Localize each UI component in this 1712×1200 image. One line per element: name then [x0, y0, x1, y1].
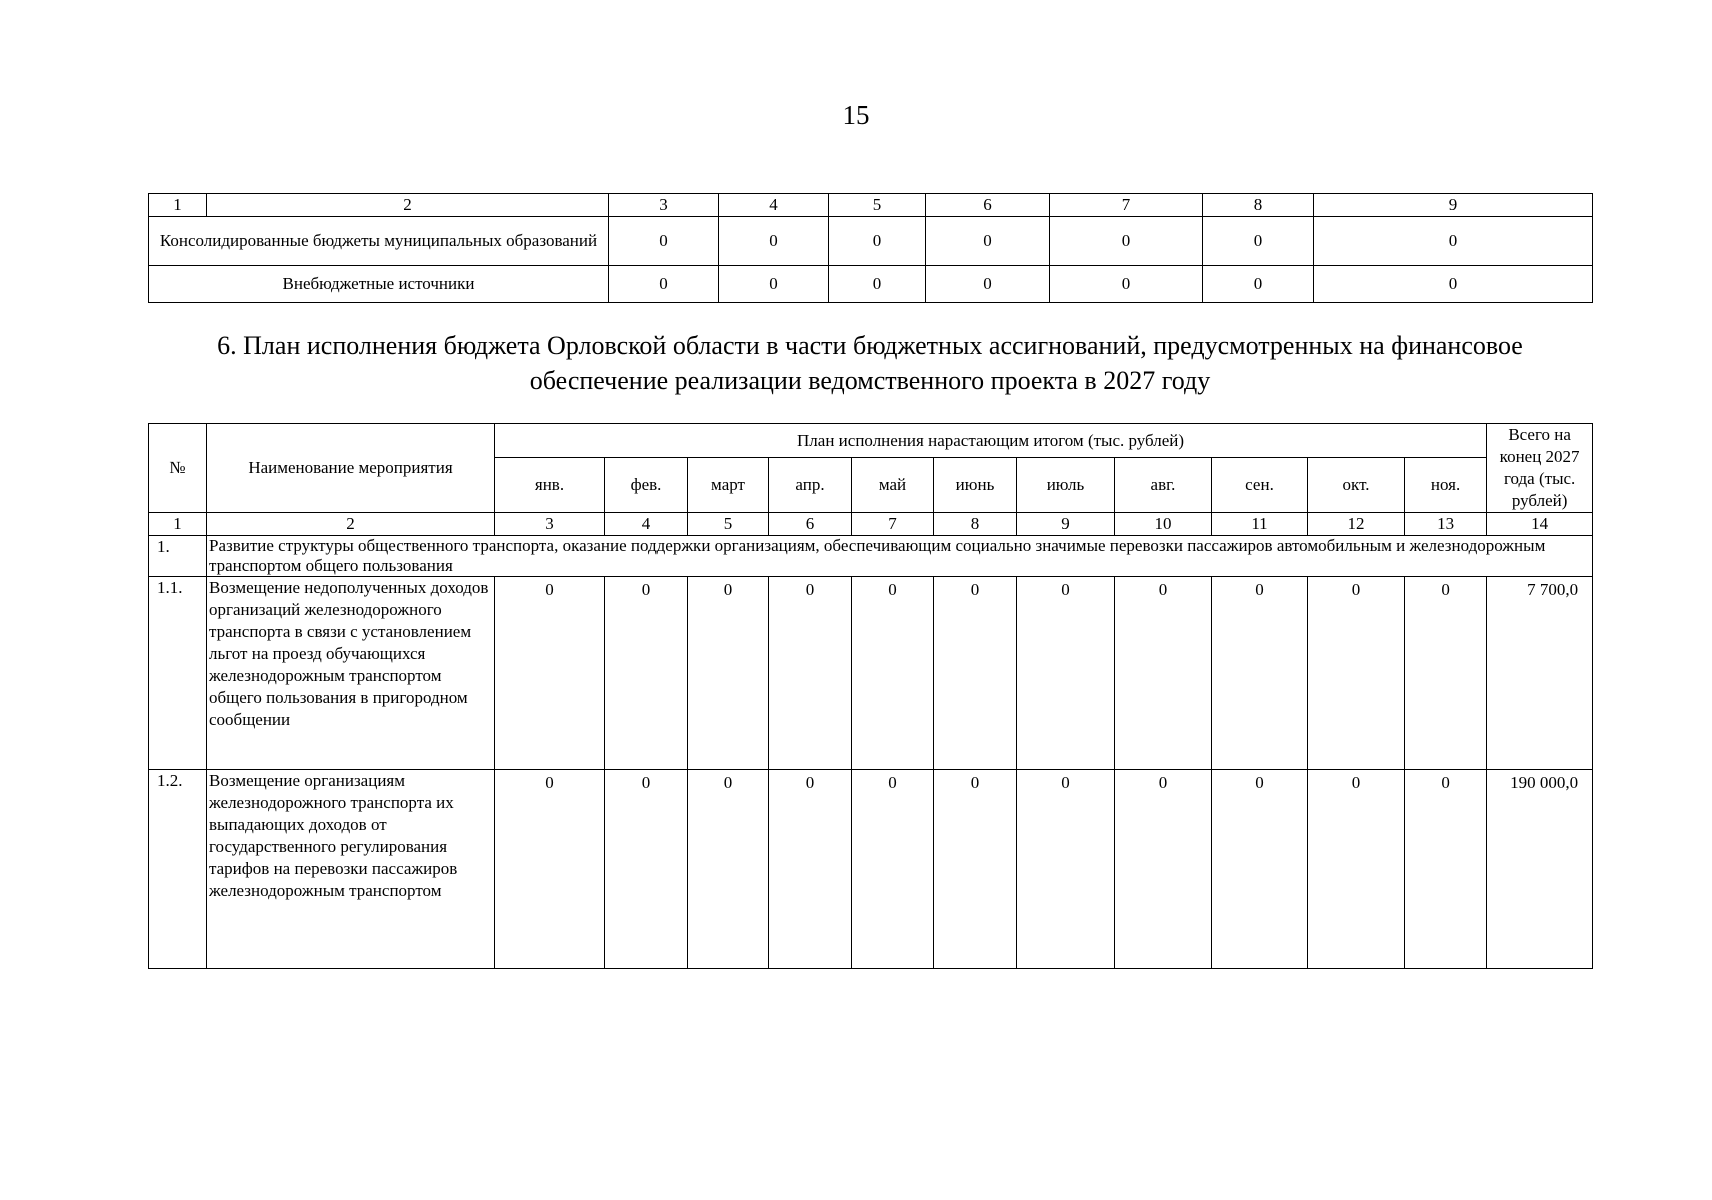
cell-value: 0: [852, 577, 934, 770]
column-number: 12: [1308, 513, 1405, 536]
column-number: 4: [719, 194, 829, 217]
column-number: 7: [852, 513, 934, 536]
cell-value: 0: [926, 266, 1050, 303]
funding-sources-table: [148, 193, 1593, 303]
month-header: фев.: [605, 458, 688, 513]
section-title-line: 6. План исполнения бюджета Орловской области в части бюджетных ассигнований, предусмотренных на финансовое: [217, 331, 1523, 360]
item-name: Возмещение организациям железнодорожного транспорта их выпадающих доходов от государственного регулирования тарифов на перевозки пассажиров железнодорожным транспортом: [207, 770, 495, 969]
month-header: янв.: [495, 458, 605, 513]
table-row: [149, 770, 1593, 969]
column-number: 1: [149, 513, 207, 536]
cell-value: 0: [688, 770, 769, 969]
budget-plan-table: [148, 423, 1593, 969]
page-number: 15: [842, 100, 870, 130]
cell-value: 0: [1308, 770, 1405, 969]
header-name: Наименование мероприятия: [207, 424, 495, 513]
cell-value: 0: [1405, 770, 1487, 969]
header-number: №: [149, 424, 207, 513]
cell-value: 0: [609, 217, 719, 266]
table-row: [149, 217, 1593, 266]
cell-value: 0: [1203, 217, 1314, 266]
section-title-line: обеспечение реализации ведомственного проекта в 2027 году: [529, 366, 1211, 395]
cell-value: 0: [769, 770, 852, 969]
column-number: 8: [934, 513, 1017, 536]
column-number: 13: [1405, 513, 1487, 536]
column-number: 7: [1050, 194, 1203, 217]
table-header-row: [149, 194, 1593, 217]
cell-value: 0: [719, 266, 829, 303]
item-number: 1.2.: [149, 770, 207, 969]
cell-total: 190 000,0: [1487, 770, 1593, 969]
month-header: июнь: [934, 458, 1017, 513]
column-number: 11: [1212, 513, 1308, 536]
cell-value: 0: [829, 266, 926, 303]
column-number: 9: [1017, 513, 1115, 536]
item-name: Возмещение недополученных доходов организаций железнодорожного транспорта в связи с установлением льгот на проезд обучающихся железнодорожным транспортом общего пользования в пригородном сообщении: [207, 577, 495, 770]
cell-value: 0: [1203, 266, 1314, 303]
cell-value: 0: [495, 577, 605, 770]
column-number: 5: [688, 513, 769, 536]
column-number: 3: [495, 513, 605, 536]
cell-value: 0: [769, 577, 852, 770]
cell-value: 0: [829, 217, 926, 266]
section-row: [149, 536, 1593, 577]
column-number: 8: [1203, 194, 1314, 217]
section-text: Развитие структуры общественного транспорта, оказание поддержки организациям, обеспечивающим социально значимые перевозки пассажиров автомобильным и железнодорожным транспортом общего пользования: [207, 536, 1593, 577]
cell-value: 0: [1017, 770, 1115, 969]
cell-value: 0: [1115, 770, 1212, 969]
column-number: 5: [829, 194, 926, 217]
column-number: 1: [149, 194, 207, 217]
item-number: 1.1.: [149, 577, 207, 770]
cell-total: 7 700,0: [1487, 577, 1593, 770]
section-number: 1.: [149, 536, 207, 577]
cell-value: 0: [1050, 266, 1203, 303]
column-number-row: [149, 513, 1593, 536]
column-number: 2: [207, 194, 609, 217]
cell-value: 0: [852, 770, 934, 969]
month-header: окт.: [1308, 458, 1405, 513]
table-header-row: [149, 424, 1593, 458]
month-header: май: [852, 458, 934, 513]
cell-value: 0: [605, 770, 688, 969]
month-header: сен.: [1212, 458, 1308, 513]
column-number: 14: [1487, 513, 1593, 536]
month-header: авг.: [1115, 458, 1212, 513]
cell-value: 0: [1017, 577, 1115, 770]
column-number: 6: [926, 194, 1050, 217]
column-number: 2: [207, 513, 495, 536]
month-header: июль: [1017, 458, 1115, 513]
row-label: Внебюджетные источники: [149, 266, 609, 303]
cell-value: 0: [934, 577, 1017, 770]
cell-value: 0: [934, 770, 1017, 969]
cell-value: 0: [1212, 770, 1308, 969]
column-number: 6: [769, 513, 852, 536]
cell-value: 0: [1314, 266, 1593, 303]
cell-value: 0: [1314, 217, 1593, 266]
header-total: Всего на конец 2027 года (тыс. рублей): [1487, 424, 1593, 513]
cell-value: 0: [609, 266, 719, 303]
table-row: [149, 577, 1593, 770]
cell-value: 0: [605, 577, 688, 770]
cell-value: 0: [926, 217, 1050, 266]
cell-value: 0: [719, 217, 829, 266]
column-number: 9: [1314, 194, 1593, 217]
row-label: Консолидированные бюджеты муниципальных образований: [149, 217, 609, 266]
column-number: 10: [1115, 513, 1212, 536]
column-number: 3: [609, 194, 719, 217]
cell-value: 0: [688, 577, 769, 770]
cell-value: 0: [495, 770, 605, 969]
section-title: [148, 328, 1592, 398]
month-header: март: [688, 458, 769, 513]
month-header: апр.: [769, 458, 852, 513]
table-row: [149, 266, 1593, 303]
cell-value: 0: [1308, 577, 1405, 770]
cell-value: 0: [1212, 577, 1308, 770]
cell-value: 0: [1050, 217, 1203, 266]
header-plan: План исполнения нарастающим итогом (тыс. рублей): [495, 424, 1487, 458]
cell-value: 0: [1405, 577, 1487, 770]
month-header: ноя.: [1405, 458, 1487, 513]
cell-value: 0: [1115, 577, 1212, 770]
column-number: 4: [605, 513, 688, 536]
